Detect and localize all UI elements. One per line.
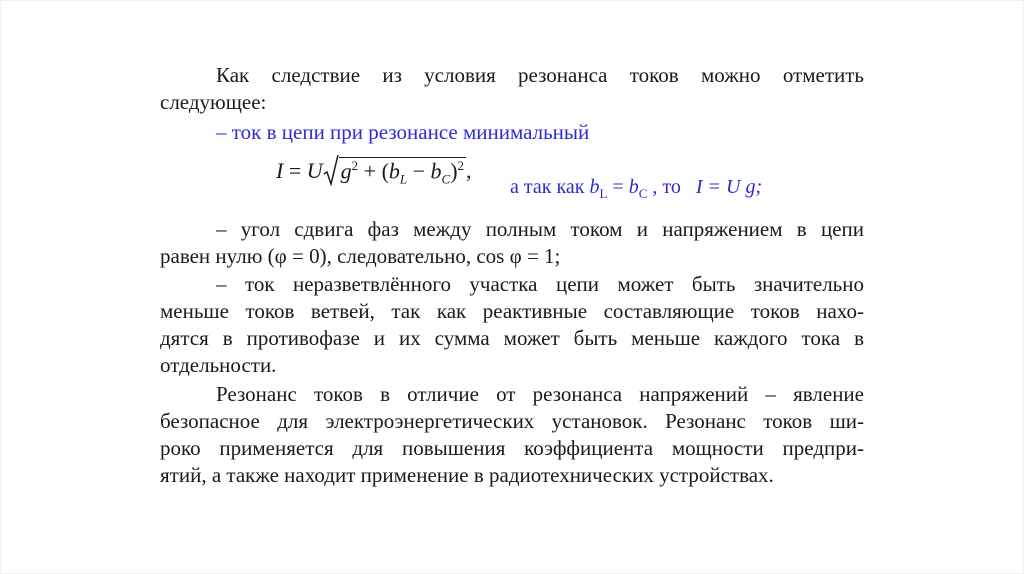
- bullet3-line1: – ток неразветвлённого участка цепи может быть значительно: [216, 272, 864, 296]
- formula-bc: b: [430, 158, 442, 183]
- condition-result: I = U g;: [695, 176, 763, 198]
- formula: [276, 154, 472, 188]
- sqrt-sign: [323, 154, 339, 188]
- formula-g-exp: 2: [351, 157, 359, 173]
- formula-plus: +: [363, 158, 377, 183]
- condition-bc-sub: C: [638, 186, 648, 201]
- formula-lhs: I: [276, 158, 284, 183]
- condition-text2: , то: [652, 176, 681, 198]
- formula-g: g: [340, 158, 352, 183]
- paragraph2-line2: безопасное для электроэнергетических установок. Резонанс токов ши-: [160, 409, 864, 433]
- formula-u: U: [306, 158, 323, 183]
- formula-exp2: 2: [457, 157, 465, 173]
- bullet3-line4: отдельности.: [160, 353, 277, 377]
- condition-eq: =: [612, 176, 624, 198]
- formula-bl-sub: L: [399, 171, 408, 187]
- paragraph2-line3: роко применяется для повышения коэффициента мощности предпри-: [160, 436, 864, 460]
- formula-equals: =: [288, 158, 302, 183]
- paragraph1-line1: Как следствие из условия резонанса токов можно отметить: [216, 63, 864, 87]
- formula-minus: −: [412, 158, 426, 183]
- paragraph2-line1: Резонанс токов в отличие от резонанса напряжений – явление: [216, 382, 864, 406]
- condition-bl-sub: L: [599, 186, 608, 201]
- formula-bl: b: [388, 158, 400, 183]
- condition: [510, 176, 762, 202]
- bullet3-line3: дятся в противофазе и их сумма может быть меньше каждого тока в: [160, 326, 864, 350]
- radicand: $g^2 + (b_L - b_C)^2$: [340, 157, 465, 187]
- bullet2-line2: равен нулю (φ = 0), следовательно, cos φ = 1;: [160, 244, 561, 268]
- bullet1: – ток в цепи при резонансе минимальный: [216, 120, 590, 144]
- condition-text1: а так как: [510, 176, 585, 198]
- paragraph1-line2: следующее:: [160, 90, 267, 114]
- condition-bl: b: [589, 176, 600, 198]
- paragraph2-line4: ятий, а также находит применение в радиотехнических устройствах.: [160, 463, 774, 487]
- bullet2-line1: – угол сдвига фаз между полным током и напряжением в цепи: [216, 217, 864, 241]
- condition-bc: b: [628, 176, 639, 198]
- bullet3-line2: меньше токов ветвей, так как реактивные составляющие токов нахо-: [160, 299, 864, 323]
- formula-comma: ,: [466, 158, 472, 183]
- formula-bc-sub: C: [441, 171, 451, 187]
